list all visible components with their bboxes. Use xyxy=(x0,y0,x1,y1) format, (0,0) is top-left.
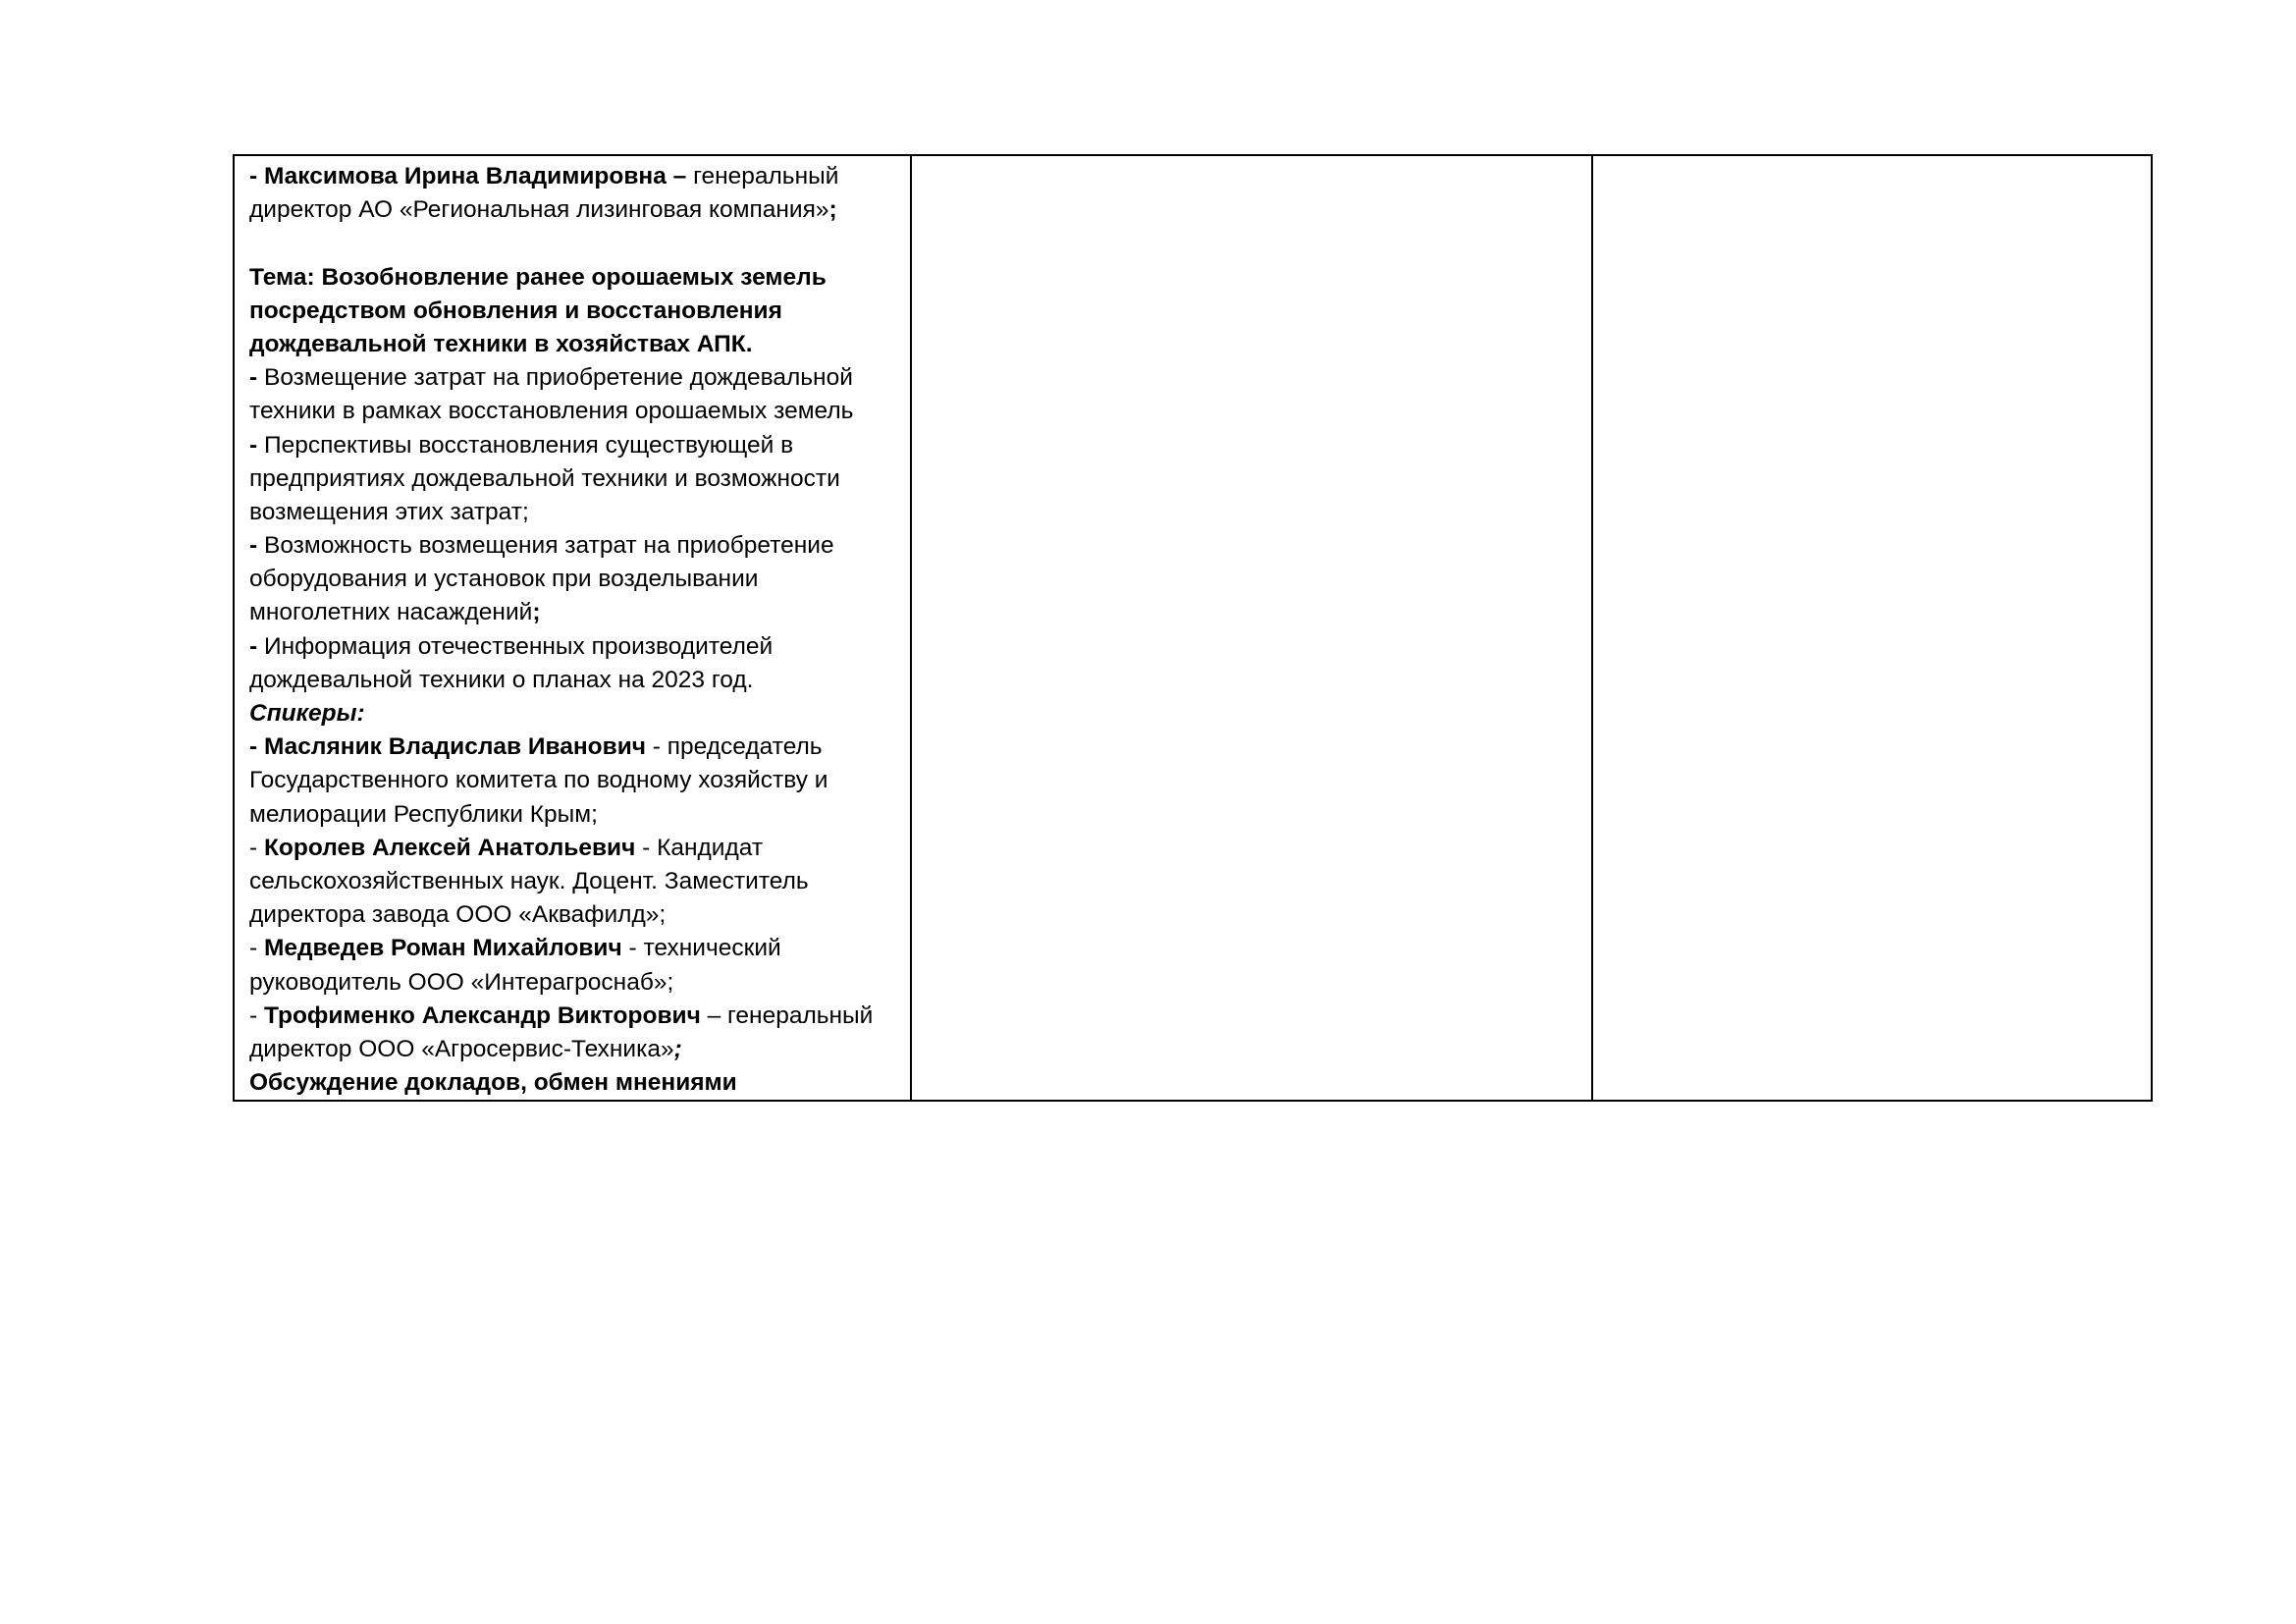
empty-cell-right xyxy=(1592,155,2152,1101)
speaker-name: Масляник Владислав Иванович xyxy=(263,733,646,761)
topic-heading: Тема: Возобновление ранее орошаемых земель xyxy=(249,263,827,291)
speaker-role: мелиорации Республики Крым; xyxy=(249,800,598,828)
list-item-cont: возмещения этих затрат; xyxy=(249,498,529,525)
speaker-name: Максимова Ирина Владимировна – xyxy=(263,163,687,189)
speaker-role: сельскохозяйственных наук. Доцент. Заместитель xyxy=(249,867,809,894)
list-item: - Возможность возмещения затрат на приобретение xyxy=(249,532,834,560)
speaker-role: директор АО «Региональная лизинговая компания»; xyxy=(249,196,837,224)
speaker-line: - Медведев Роман Михайлович - технический xyxy=(249,935,781,962)
speaker-line: - Трофименко Александр Викторович – генеральный xyxy=(249,1001,874,1029)
list-item-cont: предприятиях дождевальной техники и возможности xyxy=(249,464,840,492)
table-row xyxy=(234,155,2152,1101)
schedule-table xyxy=(233,154,2153,1102)
topic-heading: посредством обновления и восстановления xyxy=(249,297,782,324)
speaker-line: - Масляник Владислав Иванович - председатель xyxy=(249,733,823,761)
list-item-cont: дождевальной техники о планах на 2023 год. xyxy=(249,666,754,693)
list-item: - Информация отечественных производителей xyxy=(249,632,774,660)
program-text xyxy=(235,156,910,1100)
list-item-cont: оборудования и установок при возделывании xyxy=(249,566,759,593)
closing-line: Обсуждение докладов, обмен мнениями xyxy=(249,1069,737,1097)
speakers-heading: Спикеры: xyxy=(249,700,365,727)
speaker-name: Медведев Роман Михайлович xyxy=(263,935,622,962)
list-item-cont: многолетних насаждений; xyxy=(249,599,541,626)
speaker-name: Трофименко Александр Викторович xyxy=(263,1001,701,1029)
speaker-role: директор ООО «Агросервис-Техника»; xyxy=(249,1035,682,1062)
speaker-name: Королев Алексей Анатольевич xyxy=(263,834,636,861)
speaker-line: - Максимова Ирина Владимировна – генеральный xyxy=(249,163,839,189)
list-item: - Возмещение затрат на приобретение дождевальной xyxy=(249,364,853,392)
empty-cell-middle xyxy=(911,155,1592,1101)
topic-heading: дождевальной техники в хозяйствах АПК. xyxy=(249,330,753,357)
list-item-cont: техники в рамках восстановления орошаемых земель xyxy=(249,398,854,425)
list-item: - Перспективы восстановления существующей в xyxy=(249,431,794,459)
program-cell xyxy=(234,155,911,1101)
blank-line xyxy=(249,227,898,260)
speaker-line: - Королев Алексей Анатольевич - Кандидат xyxy=(249,834,764,861)
speaker-role: Государственного комитета по водному хозяйству и xyxy=(249,767,828,794)
speaker-role: директора завода ООО «Аквафилд»; xyxy=(249,901,667,929)
speaker-role: руководитель ООО «Интерагроснаб»; xyxy=(249,968,674,996)
